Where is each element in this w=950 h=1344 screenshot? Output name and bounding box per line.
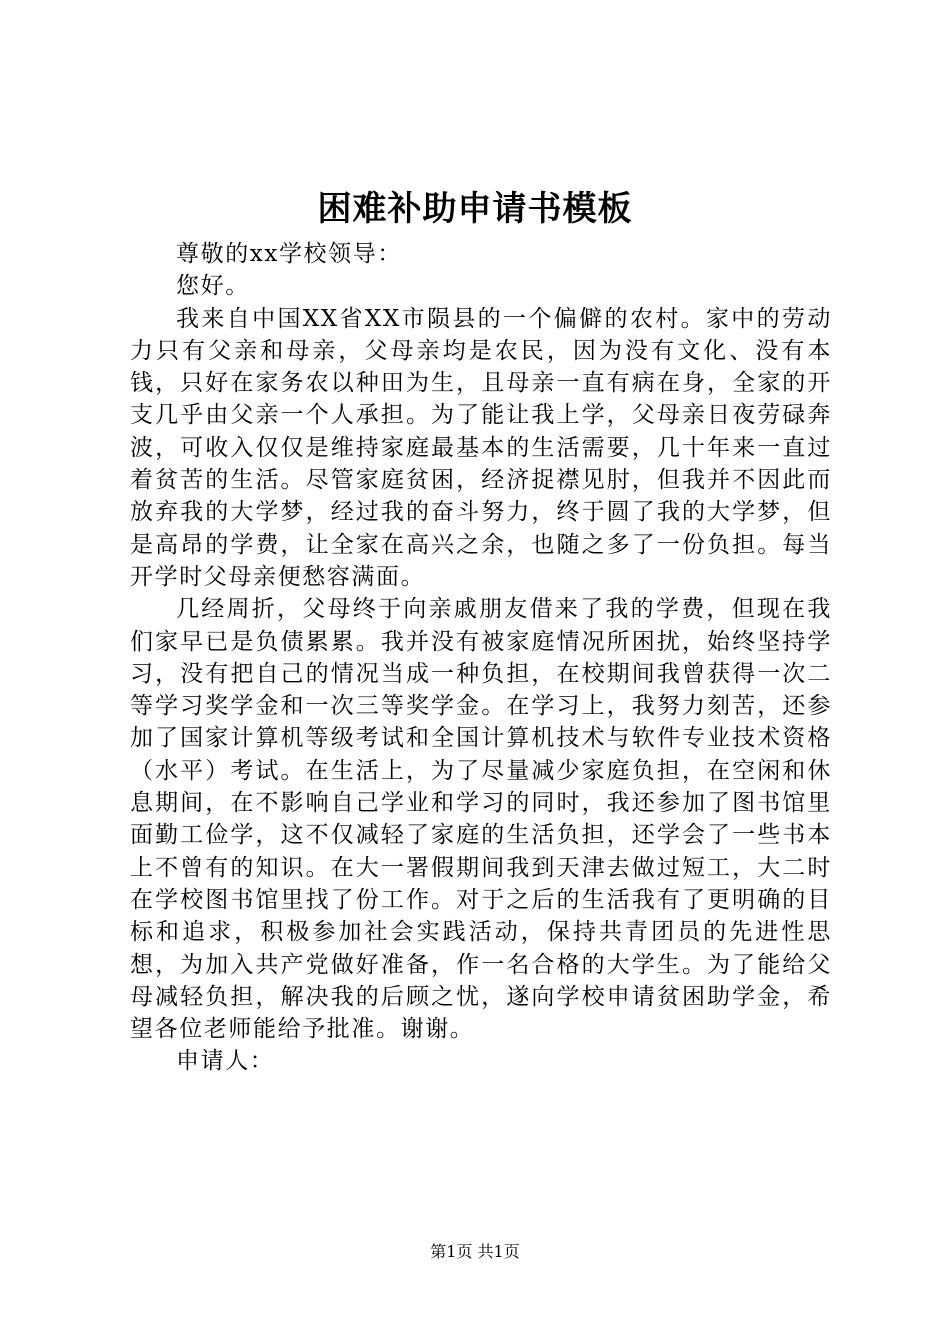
document-body (130, 238, 832, 1078)
greeting: 您好。 (176, 273, 250, 300)
body-paragraph-2: 几经周折，父母终于向亲戚朋友借来了我的学费，但现在我们家早已是负债累累。我并没有被家庭情况所困扰，始终坚持学习，没有把自己的情况当成一种负担，在校期间我曾获得一次二等学习奖学金和一次三等奖学金。在学习上，我努力刻苦，还参加了国家计算机等级考试和全国计算机技术与软件专业技术资格（水平）考试。在生活上，为了尽量减少家庭负担，在空闲和休息期间，在不影响自己学业和学习的同时，我还参加了图书馆里面勤工俭学，这不仅减轻了家庭的生活负担，还学会了一些书本上不曾有的知识。在大一署假期间我到天津去做过短工，大二时在学校图书馆里找了份工作。对于之后的生活我有了更明确的目标和追求，积极参加社会实践活动，保持共青团员的先进性思想，为加入共产党做好准备，作一名合格的大学生。为了能给父母减轻负担，解决我的后顾之忧，遂向学校申请贫困助学金，希望各位老师能给予批准。谢谢。 (130, 596, 832, 1043)
body-paragraph-1: 我来自中国XX省XX市陨县的一个偏僻的农村。家中的劳动力只有父亲和母亲，父母亲均是农民，因为没有文化、没有本钱，只好在家务农以种田为生，且母亲一直有病在身，全家的开支几乎由父亲一个人承担。为了能让我上学，父母亲日夜劳碌奔波，可收入仅仅是维持家庭最基本的生活需要，几十年来一直过着贫苦的生活。尽管家庭贫困，经济捉襟见肘，但我并不因此而放弃我的大学梦，经过我的奋斗努力，终于圆了我的大学梦，但是高昂的学费，让全家在高兴之余，也随之多了一份负担。每当开学时父母亲便愁容满面。 (130, 305, 832, 590)
salutation: 尊敬的xx学校领导： (176, 241, 402, 267)
signature-line: 申请人： (176, 1048, 275, 1075)
page-number-footer: 第1页 共1页 (430, 1242, 520, 1261)
document-title: 困难补助申请书模板 (317, 189, 633, 229)
